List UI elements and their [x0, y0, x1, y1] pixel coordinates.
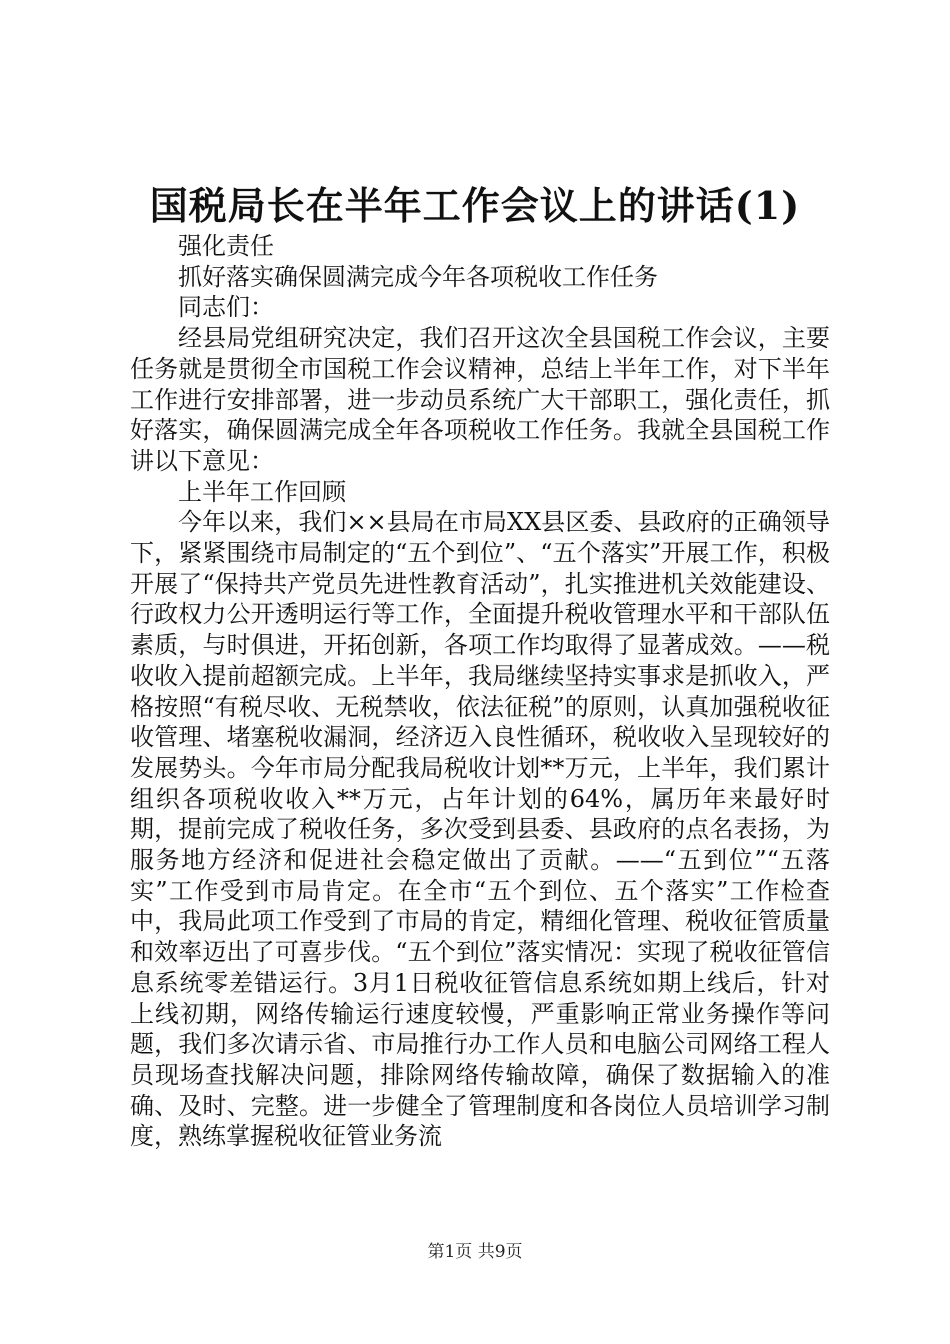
salutation-paragraph: 同志们：	[178, 293, 274, 322]
document-body	[130, 231, 830, 1152]
section-heading: 上半年工作回顾	[178, 477, 346, 506]
body-paragraph: 今年以来，我们××县局在市局XX县区委、县政府的正确领导下，紧紧围绕市局制定的“五个到位”、“五个落实”开展工作，积极开展了“保持共产党员先进性教育活动”，扎实推进机关效能建设、行政权力公开透明运行等工作，全面提升税收管理水平和干部队伍素质，与时俱进，开拓创新，各项工作均取得了显著成效。——税收收入提前超额完成。上半年，我局继续坚持实事求是抓收入，严格按照“有税尽收、无税禁收，依法征税”的原则，认真加强税收征收管理、堵塞税收漏洞，经济迈入良性循环，税收收入呈现较好的发展势头。今年市局分配我局税收计划**万元，上半年，我们累计组织各项税收收入**万元，占年计划的64%，属历年来最好时期，提前完成了税收任务，多次受到县委、县政府的点名表扬，为服务地方经济和促进社会稳定做出了贡献。——“五到位”“五落实”工作受到市局肯定。在全市“五个到位、五个落实”工作检查中，我局此项工作受到了市局的肯定，精细化管理、税收征管质量和效率迈出了可喜步伐。“五个到位”落实情况：实现了税收征管信息系统零差错运行。3月1日税收征管信息系统如期上线后，针对上线初期，网络传输运行速度较慢，严重影响正常业务操作等问题，我们多次请示省、市局推行办工作人员和电脑公司网络工程人员现场查找解决问题，排除网络传输故障，确保了数据输入的准确、及时、完整。进一步健全了管理制度和各岗位人员培训学习制度，熟练掌握税收征管业务流	[130, 508, 830, 1151]
document-title: 国税局长在半年工作会议上的讲话(1)	[149, 183, 801, 228]
subtitle-paragraph: 强化责任	[178, 232, 274, 260]
page-number-footer: 第1页 共9页	[427, 1242, 523, 1262]
body-paragraph: 经县局党组研究决定，我们召开这次全县国税工作会议，主要任务就是贯彻全市国税工作会议精神，总结上半年工作，对下半年工作进行安排部署，进一步动员系统广大干部职工，强化责任，抓好落实，确保圆满完成全年各项税收工作任务。我就全县国税工作讲以下意见：	[130, 324, 830, 475]
subtitle-paragraph: 抓好落实确保圆满完成今年各项税收工作任务	[178, 262, 658, 291]
